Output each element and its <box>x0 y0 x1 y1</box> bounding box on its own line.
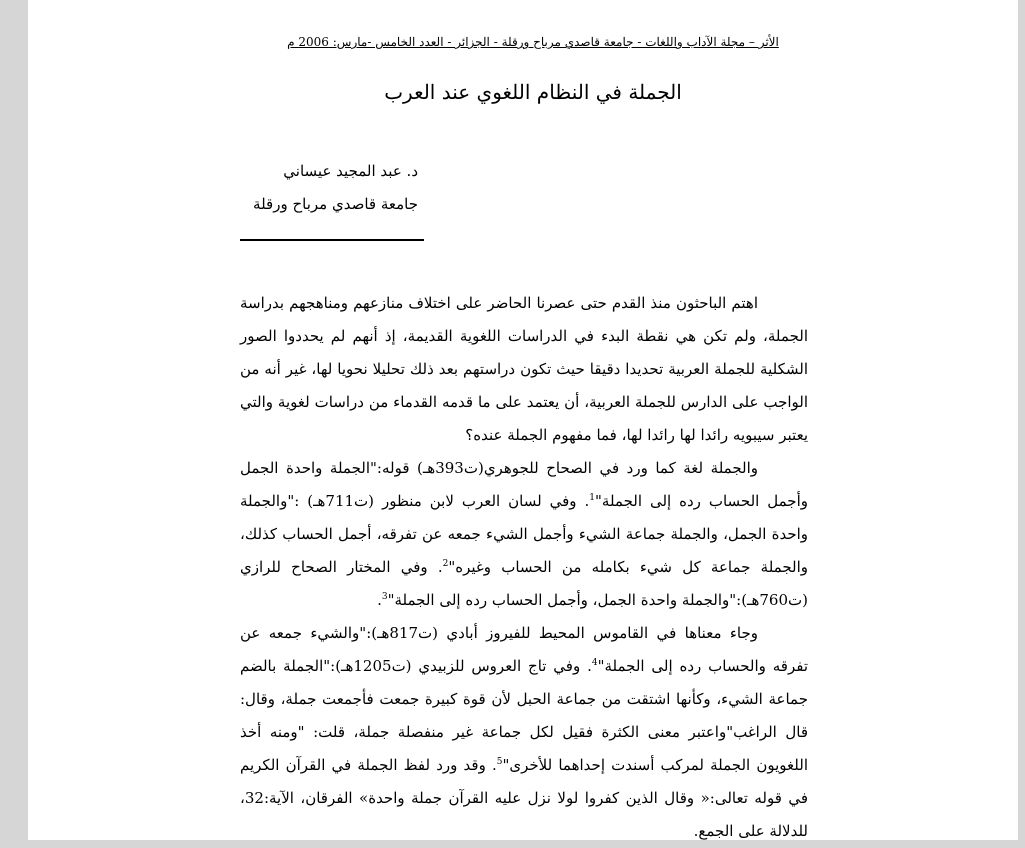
running-header: الأثر – مجلة الآداب واللغات - جامعة قاصدي مرباح ورقلة - الجزائر - العدد الخامس -مارس: 2006 م <box>287 35 779 49</box>
paragraph-text: . وقد ورد لفظ الجملة في القرآن الكريم في قوله تعالى:« وقال الذين كفروا لولا نزل عليه القرآن جملة واحدة» الفرقان، الآية:32، للدلالة على الجمع. <box>240 756 808 840</box>
paragraph-text: والجملة لغة كما ورد في الصحاح للجوهري(ت393هـ) قوله:"الجملة واحدة الجمل وأجمل الحساب رده إلى الجملة" <box>240 459 808 510</box>
author-name: د. عبد المجيد عيساني <box>283 162 418 180</box>
footnote-ref[interactable]: 5 <box>496 757 503 767</box>
paragraph-text: . وفي لسان العرب لابن منظور (ت711هـ) :"والجملة واحدة الجمل، والجملة جماعة الشيء وأجمل الشيء جمعه عن تفرقه، أجمل الحساب كذلك، والجملة جماعة كل شيء بكامله من الحساب وغيره" <box>240 492 808 576</box>
paragraph-dictionaries <box>240 617 808 848</box>
article-body <box>240 287 808 848</box>
paragraph-text: . وفي تاج العروس للزبيدي (ت1205هـ):"الجملة بالضم جماعة الشيء، وكأنها اشتقت من جماعة الحبل لأن قوة كبيرة جمعت فأجمعت جملة، وقال: قال الراغب"واعتبر معنى الكثرة فقيل لكل جماعة غير منفصلة جملة، قلت: "ومنه أخذ اللغويون الجملة لمركب أسندت إحداهما للأخرى" <box>240 657 808 774</box>
footnote-ref[interactable]: 3 <box>381 592 388 602</box>
paragraph-text: وجاء معناها في القاموس المحيط للفيروز أبادي (ت817هـ):"والشيء جمعه عن تفرقه والحساب رده إلى الجملة" <box>240 624 808 675</box>
footnote-ref[interactable]: 4 <box>591 658 598 668</box>
article-title: الجملة في النظام اللغوي عند العرب <box>384 80 682 104</box>
paragraph-text: اهتم الباحثون منذ القدم حتى عصرنا الحاضر على اختلاف منازعهم ومناهجهم بدراسة الجملة، ولم تكن هي نقطة البدء في الدراسات اللغوية القديمة، إذ أنهم لم يحددوا الصور الشكلية للجملة العربية تحديدا دقيقا حيث تكون دراستهم بعد ذلك تحليلا نحويا لها، غير أنه من الواجب على الدارس للجملة العربية، أن يعتمد على ما قدمه القدماء من دراسات لغوية والتي يعتبر سيبويه رائدا لها رائدا لها، فما مفهوم الجملة عنده؟ <box>240 294 808 444</box>
paragraph-text: . وفي المختار الصحاح للرازي (ت760هـ):"والجملة واحدة الجمل، وأجمل الحساب رده إلى الجملة" <box>240 558 808 609</box>
document-page <box>28 0 1018 840</box>
author-affiliation: جامعة قاصدي مرباح ورقلة <box>253 195 418 213</box>
paragraph-intro <box>240 287 808 452</box>
paragraph-definitions <box>240 452 808 617</box>
footnote-ref[interactable]: 2 <box>442 559 449 569</box>
separator-rule <box>240 239 424 241</box>
paragraph-text: . <box>377 591 382 609</box>
footnote-ref[interactable]: 1 <box>589 493 595 503</box>
